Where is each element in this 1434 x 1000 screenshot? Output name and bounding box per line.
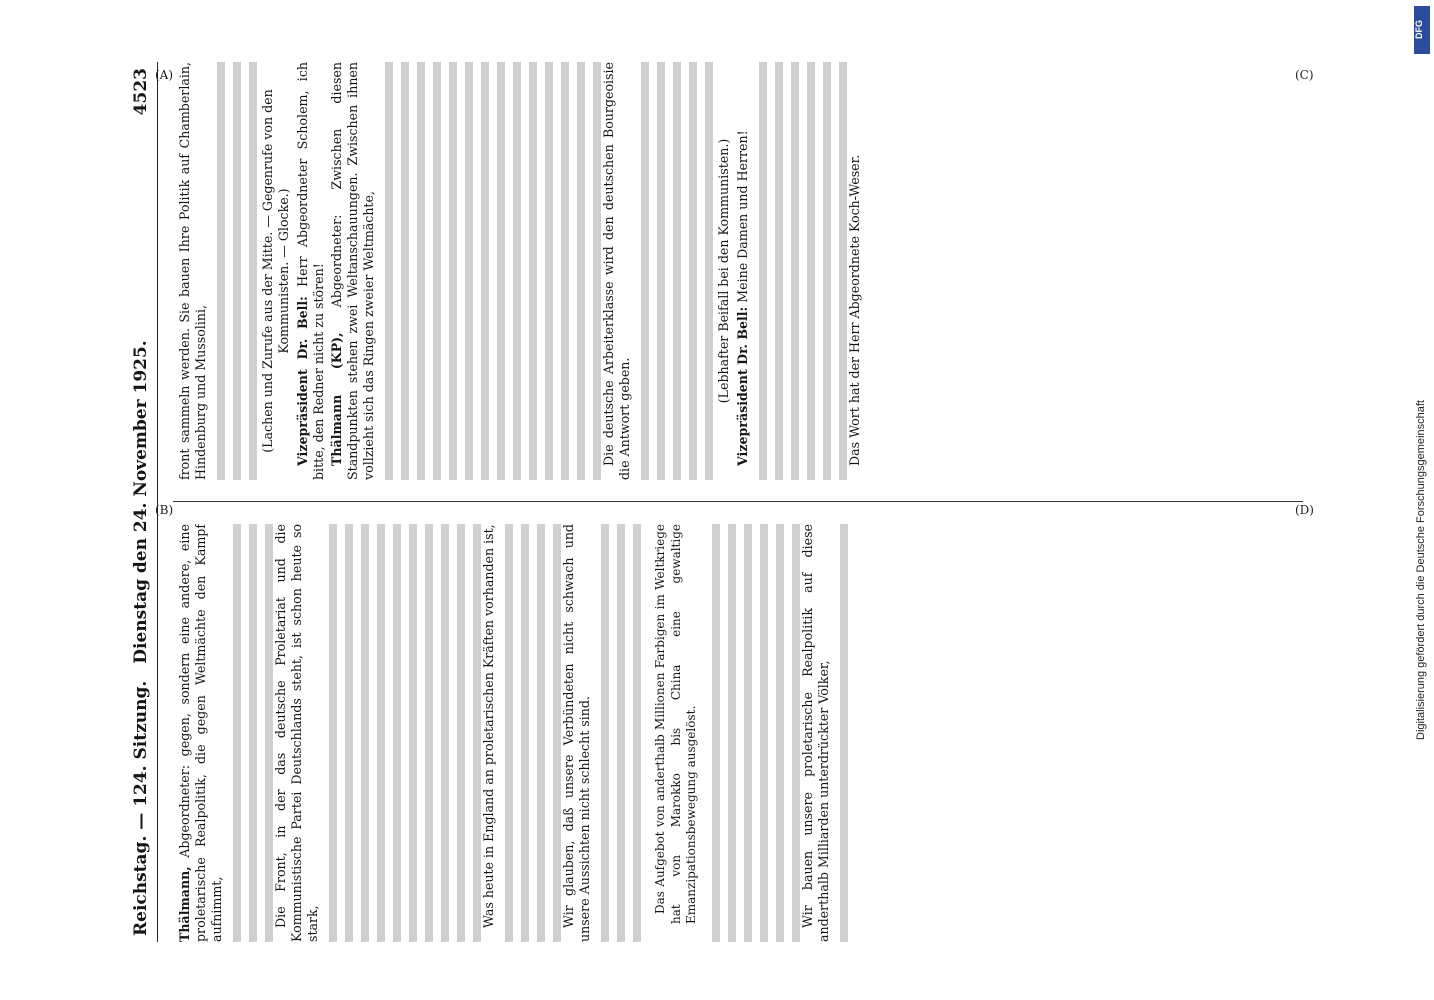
unreadable-text-placeholder xyxy=(473,524,481,942)
unreadable-text-placeholder xyxy=(497,62,505,480)
unreadable-text-placeholder xyxy=(577,62,585,480)
unreadable-text-placeholder xyxy=(657,62,665,480)
speech-paragraph: Was heute in England an proletarischen Kräften vorhanden ist, xyxy=(481,524,496,928)
paragraph-text: Zwischen diesen Standpunkten stehen zwei Weltanschauungen. Zwischen ihnen vollzieht sich das Ringen zweier Weltmächte, xyxy=(329,62,376,480)
speech-paragraph xyxy=(329,62,377,480)
right-column xyxy=(177,62,1317,480)
unreadable-text-placeholder xyxy=(689,62,697,480)
unreadable-text-placeholder xyxy=(457,524,465,942)
unreadable-text-placeholder xyxy=(712,524,720,942)
sidebar-note: Digitalisierung gefördert durch die Deutsche Forschungsgemeinschaft xyxy=(1415,400,1427,740)
unreadable-text-placeholder xyxy=(329,524,337,942)
president-text: Herr Abgeordneter Scholem, ich bitte, den Redner nicht zu stören! xyxy=(295,62,326,480)
unreadable-text-placeholder xyxy=(249,524,257,942)
interjection: (Lachen und Zurufe aus der Mitte. — Gegenrufe von den Kommunisten. — Glocke.) xyxy=(260,89,291,453)
unreadable-text-placeholder xyxy=(840,524,848,942)
margin-mark-a: (A) xyxy=(155,68,174,82)
margin-mark-b: (B) xyxy=(155,503,174,517)
closing-line: Das Wort hat der Herr Abgeordnete Koch-Weser. xyxy=(847,154,862,466)
unreadable-text-placeholder xyxy=(617,524,625,942)
quotation: Das Aufgebot von anderthalb Millionen Farbigen im Weltkriege hat von Marokko bis China eine gewaltige Emanzipationsbewegung ausgelöst. xyxy=(653,524,698,924)
unreadable-text-placeholder xyxy=(521,524,529,942)
interjection: (Lebhafter Beifall bei den Kommunisten.) xyxy=(716,138,731,404)
unreadable-text-placeholder xyxy=(385,62,393,480)
column-divider xyxy=(173,501,1303,502)
unreadable-text-placeholder xyxy=(417,62,425,480)
speech-paragraph: Wir glauben, daß unsere Verbündeten nicht schwach und unsere Aussichten nicht schlecht sind. xyxy=(561,524,592,942)
unreadable-text-placeholder xyxy=(633,524,641,942)
unreadable-text-placeholder xyxy=(393,524,401,942)
unreadable-text-placeholder xyxy=(760,524,768,942)
unreadable-text-placeholder xyxy=(673,62,681,480)
unreadable-text-placeholder xyxy=(728,524,736,942)
unreadable-text-placeholder xyxy=(529,62,537,480)
unreadable-text-placeholder xyxy=(249,62,257,480)
unreadable-text-placeholder xyxy=(345,524,353,942)
president-text: Meine Damen und Herren! xyxy=(735,130,750,303)
unreadable-text-placeholder xyxy=(265,524,273,942)
unreadable-text-placeholder xyxy=(233,62,241,480)
unreadable-text-placeholder xyxy=(641,62,649,480)
unreadable-text-placeholder xyxy=(792,524,800,942)
unreadable-text-placeholder xyxy=(513,62,521,480)
paragraph-text: gegen, sondern eine andere, eine proletarische Realpolitik, die gegen Weltmächte den Kampf aufnimmt, xyxy=(177,524,224,942)
margin-mark-d: (D) xyxy=(1295,503,1314,517)
scanned-page xyxy=(115,60,1335,945)
unreadable-text-placeholder xyxy=(361,524,369,942)
unreadable-text-placeholder xyxy=(537,524,545,942)
unreadable-text-placeholder xyxy=(744,524,752,942)
unreadable-text-placeholder xyxy=(505,524,513,942)
unreadable-text-placeholder xyxy=(377,524,385,942)
unreadable-text-placeholder xyxy=(823,62,831,480)
margin-mark-c: (C) xyxy=(1295,68,1314,82)
unreadable-text-placeholder xyxy=(807,62,815,480)
dfg-logo: DFG xyxy=(1414,6,1430,54)
running-head xyxy=(129,62,158,942)
unreadable-text-placeholder xyxy=(759,62,767,480)
president-label: Vizepräsident Dr. Bell: xyxy=(295,296,310,466)
unreadable-text-placeholder xyxy=(441,524,449,942)
unreadable-text-placeholder xyxy=(233,524,241,942)
president-remark xyxy=(735,62,751,480)
unreadable-text-placeholder xyxy=(433,62,441,480)
unreadable-text-placeholder xyxy=(449,62,457,480)
unreadable-text-placeholder xyxy=(409,524,417,942)
unreadable-text-placeholder xyxy=(545,62,553,480)
unreadable-text-placeholder xyxy=(217,62,225,480)
speaker-name: Thälmann (KP), xyxy=(329,332,344,466)
speaker-name: Thälmann, xyxy=(177,866,192,942)
header-session: Reichstag. — 124. Sitzung. xyxy=(131,680,151,936)
unreadable-text-placeholder xyxy=(465,62,473,480)
unreadable-text-placeholder xyxy=(553,524,561,942)
speech-paragraph: Die Front, in der das deutsche Proletariat und die Kommunistische Partei Deutschlands steht, ist schon heute so stark, xyxy=(273,524,320,942)
unreadable-text-placeholder xyxy=(776,524,784,942)
unreadable-text-placeholder xyxy=(839,62,847,480)
president-remark xyxy=(295,62,327,480)
rotated-sheet xyxy=(115,62,1335,942)
unreadable-text-placeholder xyxy=(401,62,409,480)
unreadable-text-placeholder xyxy=(705,62,713,480)
unreadable-text-placeholder xyxy=(775,62,783,480)
unreadable-text-placeholder xyxy=(791,62,799,480)
speech-paragraph xyxy=(177,524,225,942)
unreadable-text-placeholder xyxy=(561,62,569,480)
unreadable-text-placeholder xyxy=(425,524,433,942)
speech-paragraph: front sammeln werden. Sie bauen Ihre Politik auf Chamberlain, Hindenburg und Mussolini, xyxy=(177,62,208,480)
page-number: 4523 xyxy=(131,68,151,116)
unreadable-text-placeholder xyxy=(593,62,601,480)
speaker-role: Abgeordneter: xyxy=(177,764,192,858)
speaker-role: Abgeordneter: xyxy=(329,214,344,308)
president-label: Vizepräsident Dr. Bell: xyxy=(735,306,750,466)
speech-paragraph: Die deutsche Arbeiterklasse wird den deutschen Bourgeoisie die Antwort geben. xyxy=(601,62,632,480)
left-column xyxy=(177,524,1317,942)
unreadable-text-placeholder xyxy=(601,524,609,942)
unreadable-text-placeholder xyxy=(481,62,489,480)
speech-paragraph: Wir bauen unsere proletarische Realpolitik auf diese anderthalb Milliarden unterdrückter Völker, xyxy=(799,524,831,942)
header-date: Dienstag den 24. November 1925. xyxy=(131,340,151,664)
